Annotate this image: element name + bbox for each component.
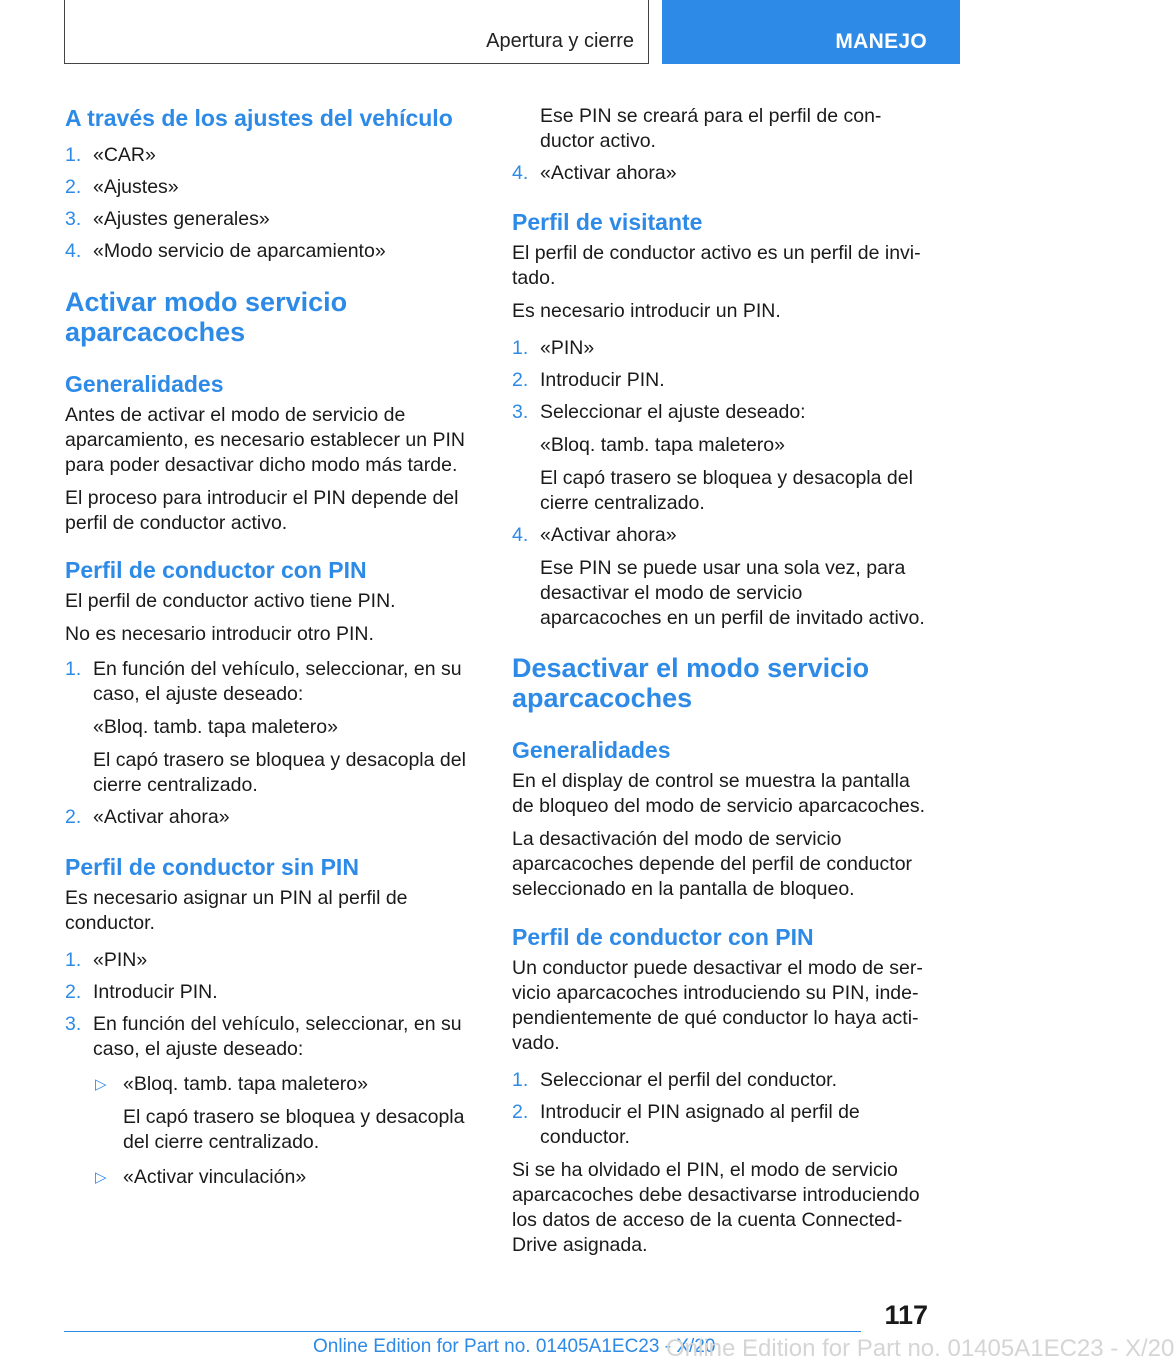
footer-edition-text: Online Edition for Part no. 01405A1EC23 - X/20: [313, 1336, 716, 1357]
con-pin-steps-list: [65, 657, 475, 830]
list-item-detail: «Bloq. tamb. tapa maletero»: [540, 434, 785, 456]
paragraph: La desactivación del modo de servicio aparcacoches depende del perfil de conductor seleccionado en la pantalla de bloqueo.: [512, 828, 913, 900]
list-number: 4.: [512, 162, 529, 184]
list-item-text: «Modo servicio de aparcamiento»: [93, 240, 386, 262]
paragraph: Es necesario asignar un PIN al perfil de conductor.: [65, 887, 408, 934]
ajustes-steps-list: [65, 143, 475, 264]
list-number: 1.: [65, 144, 82, 166]
list-item: [512, 523, 928, 548]
heading-con-pin-desactivar: Perfil de conductor con PIN: [512, 924, 814, 950]
paragraph: En el display de control se muestra la pantalla de bloqueo del modo de servicio aparcacoches.: [512, 770, 926, 817]
paragraph: El proceso para introducir el PIN depende del perfil de conductor activo.: [65, 487, 459, 534]
visitante-steps-list: [512, 336, 928, 631]
heading-line: aparcacoches: [512, 683, 693, 713]
heading-line: aparcacoches: [65, 317, 246, 347]
bullet-triangle-icon: ▷: [95, 1169, 107, 1186]
list-item-text: Seleccionar el ajuste deseado:: [540, 401, 806, 423]
list-item: [65, 657, 475, 707]
list-item: [65, 207, 475, 232]
heading-generalidades: Generalidades: [65, 371, 224, 397]
heading-con-pin: Perfil de conductor con PIN: [65, 557, 367, 583]
paragraph: Antes de activar el modo de servicio de aparcamiento, es necesario establecer un PIN para poder desactivar dicho modo más tarde.: [65, 404, 465, 476]
list-item-detail: El capó trasero se bloquea y desacopla del cierre centralizado.: [93, 749, 466, 796]
section-title: Apertura y cierre: [486, 30, 634, 52]
paragraph: No es necesario introducir otro PIN.: [65, 623, 374, 645]
desactivar-steps-list: [512, 1068, 928, 1150]
bullet-item-text: «Bloq. tamb. tapa maletero»: [123, 1073, 368, 1095]
heading-line: Desactivar el modo servicio: [512, 653, 870, 683]
footer-watermark: Online Edition for Part no. 01405A1EC23 - X/20: [666, 1335, 1174, 1362]
paragraph: El perfil de conductor activo es un perfil de invitado.: [512, 242, 921, 289]
bullet-item: [65, 1165, 475, 1190]
bullet-item-text: «Activar vinculación»: [123, 1166, 307, 1188]
list-item-text: «Ajustes»: [93, 176, 179, 198]
list-item: [65, 948, 475, 973]
left-column: [65, 100, 475, 1190]
list-item: [65, 143, 475, 168]
paragraph: El perfil de conductor activo tiene PIN.: [65, 590, 396, 612]
list-item: [512, 1100, 928, 1150]
right-column: [512, 100, 928, 1258]
bullet-triangle-icon: ▷: [95, 1076, 107, 1093]
list-number: 3.: [65, 208, 82, 230]
list-item: [512, 400, 928, 425]
list-item-detail: El capó trasero se bloquea y desacopla del cierre centralizado.: [540, 467, 913, 514]
page-number: 117: [884, 1300, 928, 1330]
heading-desactivar-modo: [512, 653, 928, 713]
list-item: [65, 1012, 475, 1062]
continued-steps-list: [512, 161, 928, 186]
list-number: 1.: [512, 1069, 529, 1091]
list-item: [512, 161, 928, 186]
list-item: [65, 980, 475, 1005]
list-item: [512, 1068, 928, 1093]
list-number: 2.: [65, 981, 82, 1003]
list-item-text: Introducir PIN.: [540, 369, 665, 391]
heading-ajustes-vehiculo: A través de los ajustes del vehículo: [65, 105, 453, 131]
list-item-detail: «Bloq. tamb. tapa maletero»: [93, 716, 338, 738]
list-item: [512, 368, 928, 393]
list-item-text: «CAR»: [93, 144, 156, 166]
list-item-detail: Ese PIN se creará para el perfil de conductor activo.: [540, 105, 882, 152]
list-item-text: «Activar ahora»: [540, 162, 677, 184]
list-number: 1.: [65, 949, 82, 971]
header-section-box: [64, 0, 649, 64]
chapter-tab-label: MANEJO: [835, 30, 927, 53]
footer-divider: [64, 1331, 861, 1332]
list-number: 4.: [65, 240, 82, 262]
list-number: 2.: [65, 176, 82, 198]
list-item-text: «Activar ahora»: [540, 524, 677, 546]
list-item-text: «PIN»: [540, 337, 595, 359]
list-item: [512, 336, 928, 361]
list-number: 1.: [512, 337, 529, 359]
list-item-detail: Ese PIN se puede usar una sola vez, para desactivar el modo de servicio aparcacoches en un perfil de invitado activo.: [540, 557, 925, 629]
list-item-text: Introducir el PIN asignado al perfil de conductor.: [540, 1101, 860, 1148]
list-item-text: En función del vehículo, seleccionar, en su caso, el ajuste deseado:: [93, 658, 462, 705]
heading-line: Activar modo servicio: [65, 287, 348, 317]
bullet-item-detail: El capó trasero se bloquea y desacopla del cierre centralizado.: [123, 1106, 465, 1153]
sin-pin-steps-list: [65, 948, 475, 1190]
list-item-text: «Ajustes generales»: [93, 208, 270, 230]
paragraph: Si se ha olvidado el PIN, el modo de servicio aparcacoches debe desactivarse introduciendo los datos de acceso de la cuenta ConnectedDrive asignada.: [512, 1159, 920, 1256]
chapter-tab: [662, 0, 960, 64]
bullet-item: [65, 1072, 475, 1097]
list-number: 1.: [65, 658, 82, 680]
list-item: [65, 805, 475, 830]
list-number: 3.: [512, 401, 529, 423]
heading-sin-pin: Perfil de conductor sin PIN: [65, 854, 359, 880]
paragraph: Es necesario introducir un PIN.: [512, 300, 781, 322]
list-item: [65, 175, 475, 200]
list-item-text: En función del vehículo, seleccionar, en su caso, el ajuste deseado:: [93, 1013, 462, 1060]
heading-generalidades: Generalidades: [512, 737, 671, 763]
list-item: [65, 239, 475, 264]
list-item-text: Introducir PIN.: [93, 981, 218, 1003]
list-number: 3.: [65, 1013, 82, 1035]
heading-activar-modo: [65, 287, 475, 347]
list-number: 2.: [65, 806, 82, 828]
list-item-text: «PIN»: [93, 949, 148, 971]
list-number: 2.: [512, 369, 529, 391]
paragraph: Un conductor puede desactivar el modo de servicio aparcacoches introduciendo su PIN, independientemente de qué conductor lo haya activado.: [512, 957, 923, 1054]
list-item-text: «Activar ahora»: [93, 806, 230, 828]
list-number: 2.: [512, 1101, 529, 1123]
heading-visitante: Perfil de visitante: [512, 209, 703, 235]
list-number: 4.: [512, 524, 529, 546]
list-item-text: Seleccionar el perfil del conductor.: [540, 1069, 838, 1091]
